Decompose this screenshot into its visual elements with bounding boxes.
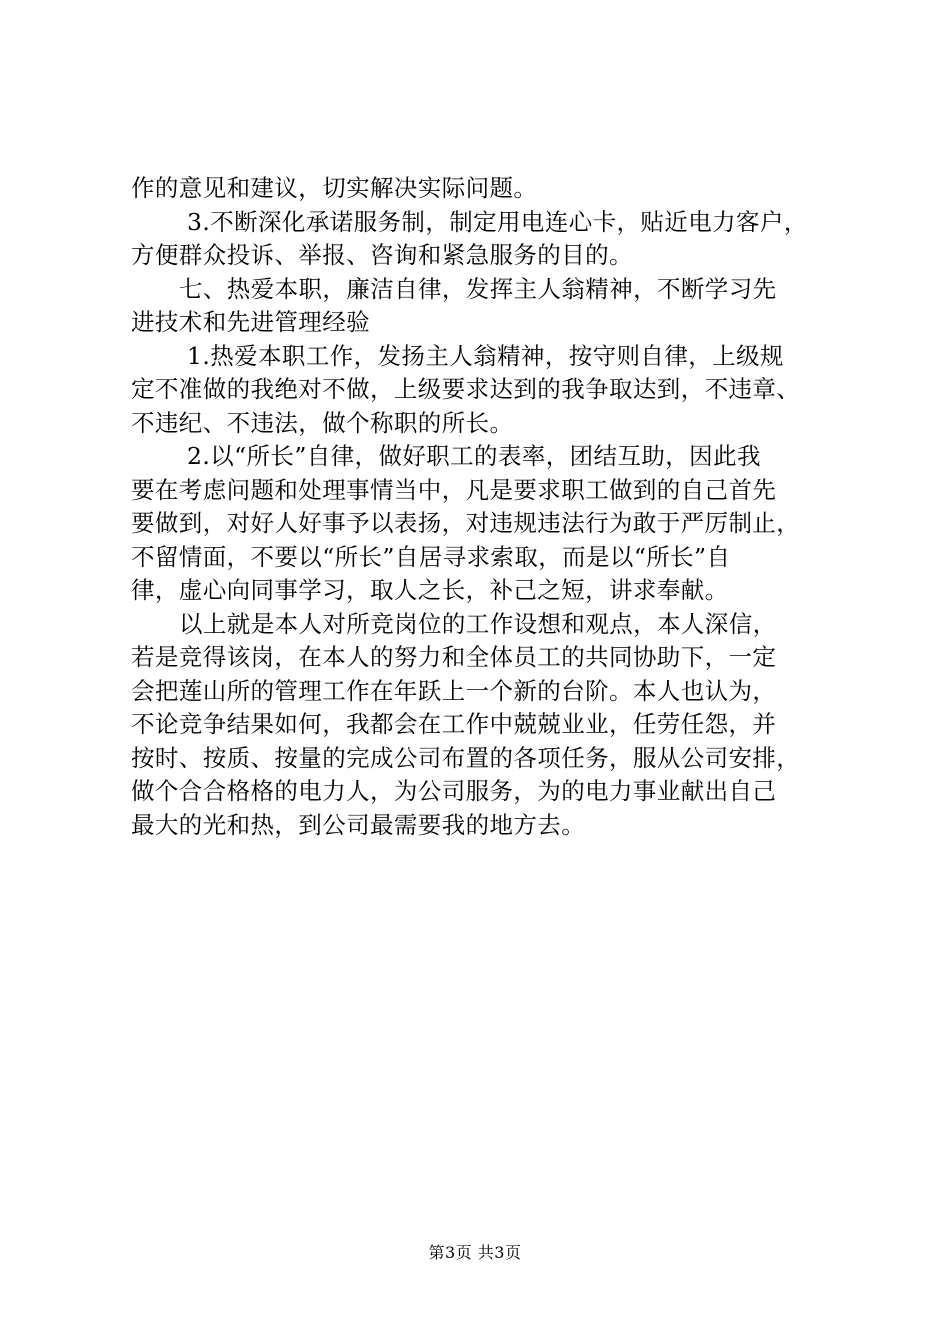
text-line: 七、热爱本职，廉洁自律，发挥主人翁精神，不断学习先	[179, 274, 777, 303]
text-line: 2.以“所长”自律，做好职工的表率，团结互助，因此我	[187, 442, 761, 470]
text-line: 方便群众投诉、举报、咨询和紧急服务的目的。	[131, 241, 633, 269]
text-line: 1.热爱本职工作，发扬主人翁精神，按守则自律，上级规	[187, 341, 784, 370]
text-line: 以上就是本人对所竞岗位的工作设想和观点，本人深信，	[179, 609, 777, 638]
page-footer	[0, 1243, 950, 1263]
text-line: 不留情面，不要以“所长”自居寻求索取，而是以“所长”自	[131, 542, 731, 571]
text-line: 会把莲山所的管理工作在年跃上一个新的台阶。本人也认为，	[131, 676, 777, 705]
text-line: 不论竞争结果如何，我都会在工作中兢兢业业，任劳任怨，并	[131, 710, 777, 738]
page-number-label: 第3页 共3页	[428, 1243, 522, 1262]
text-line: 做个合合格格的电力人，为公司服务，为的电力事业献出自己	[131, 777, 777, 805]
text-line: 不违纪、不违法，做个称职的所长。	[131, 408, 514, 437]
document-body	[131, 172, 845, 842]
text-line: 定不准做的我绝对不做，上级要求达到的我争取达到，不违章、	[131, 375, 801, 403]
text-line: 3.不断深化承诺服务制，制定用电连心卡，贴近电力客户，	[187, 207, 808, 236]
text-line: 最大的光和热，到公司最需要我的地方去。	[131, 810, 586, 839]
text-line: 作的意见和建议，切实解决实际问题。	[131, 174, 538, 202]
text-line: 按时、按质、按量的完成公司布置的各项任务，服从公司安排，	[131, 743, 801, 772]
text-line: 律，虚心向同事学习，取人之长，补己之短，讲求奉献。	[131, 576, 729, 604]
text-line: 要做到，对好人好事予以表扬，对违规违法行为敢于严厉制止，	[131, 509, 801, 537]
text-line: 若是竞得该岗，在本人的努力和全体员工的共同协助下，一定	[131, 643, 777, 671]
text-line: 要在考虑问题和处理事情当中，凡是要求职工做到的自己首先	[131, 475, 777, 504]
text-line: 进技术和先进管理经验	[131, 308, 370, 336]
